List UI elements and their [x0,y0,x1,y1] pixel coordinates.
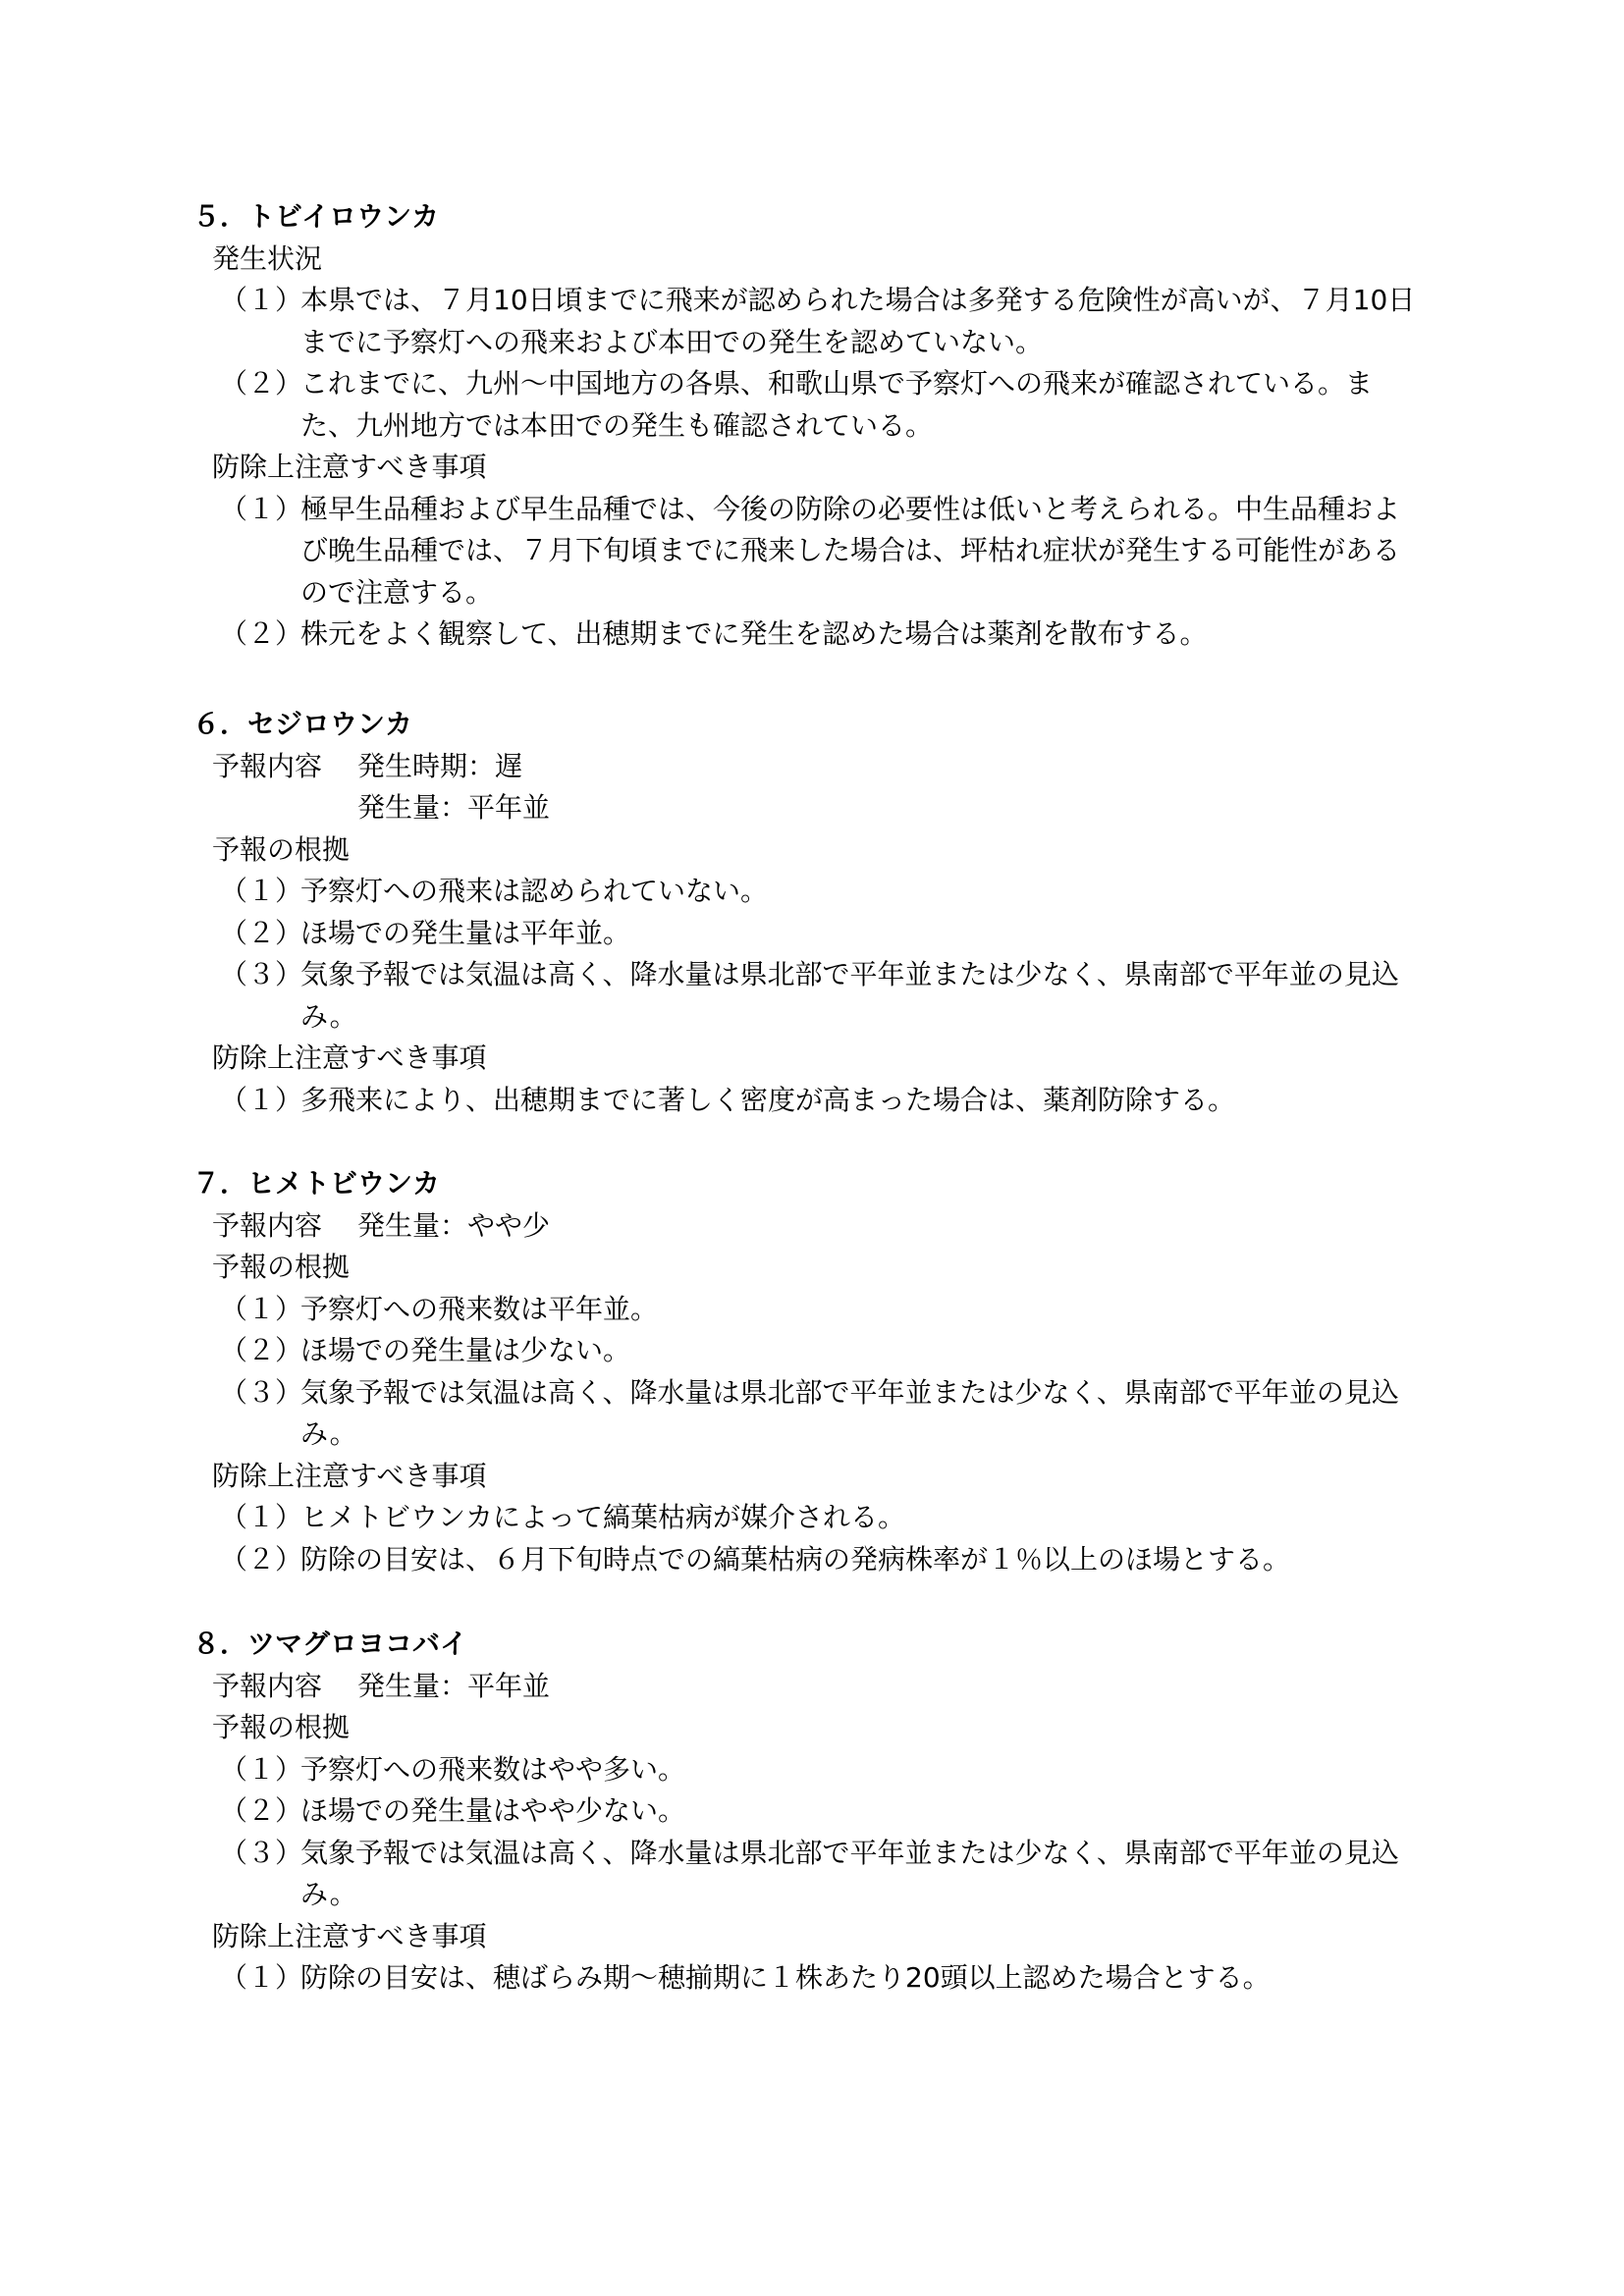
forecast-label: 予報内容 [212,749,323,782]
forecast-value: 発生量：やや少 [357,1208,551,1242]
section-title: ７．ヒメトビウンカ [192,1167,441,1200]
list-item-text: 防除の目安は、穂ばらみ期～穂揃期に１株あたり20頭以上認めた場合とする。 [300,1961,1271,1994]
section-5 [192,196,1489,656]
list-item-text: ほ場での発生量は平年並。 [300,916,631,949]
list-item-text: ので注意する。 [300,575,494,609]
list-item-number: （２） [220,916,303,949]
list-item-number: （２） [220,617,303,650]
list-item [192,1539,1489,1581]
list-item-text: これまでに、九州～中国地方の各県、和歌山県で予察灯への飛来が確認されている。ま [300,367,1374,400]
section-title: ８．ツマグロヨコバイ [192,1628,468,1660]
list-item-text: び晩生品種では、７月下旬頃までに飛来した場合は、坪枯れ症状が発生する可能性がある [300,534,1401,566]
list-item [192,1749,1489,1791]
list-item-text: 本県では、７月10日頃までに飛来が認められた場合は多発する危険性が高いが、７月10日 [300,284,1416,316]
list-item [192,1957,1489,2000]
section-8 [192,1624,1489,2000]
list-item [192,954,1489,996]
block-heading: 防除上注意すべき事項 [212,1041,487,1074]
forecast-row [192,746,1489,788]
list-item-number: （３） [220,1375,303,1409]
list-item [192,1330,1489,1372]
list-item-number: （２） [220,1542,303,1575]
list-item [192,996,1489,1039]
forecast-row [192,1205,1489,1248]
list-item [192,614,1489,656]
list-item-number: （３） [220,1836,303,1869]
section-7 [192,1163,1489,1580]
list-item [192,363,1489,405]
list-item-text: 予察灯への飛来は認められていない。 [300,875,769,907]
list-item-text: ほ場での発生量はやや少ない。 [300,1794,686,1827]
block-heading: 防除上注意すべき事項 [212,1459,487,1492]
list-item-text: ほ場での発生量は少ない。 [300,1334,631,1366]
block-heading: 防除上注意すべき事項 [212,1919,487,1952]
list-item [192,1080,1489,1122]
forecast-row [192,1666,1489,1708]
block-heading: 予報の根拠 [212,1711,351,1743]
list-item-number: （１） [220,1501,303,1533]
list-item [192,1289,1489,1331]
list-item [192,913,1489,955]
forecast-value: 発生量：平年並 [357,791,551,824]
list-item-number: （２） [220,1794,303,1827]
list-item [192,322,1489,364]
list-item [192,489,1489,531]
list-item-number: （１） [220,492,303,525]
list-item-text: 株元をよく観察して、出穂期までに発生を認めた場合は薬剤を散布する。 [300,617,1208,650]
list-item [192,1790,1489,1833]
list-item-text: 気象予報では気温は高く、降水量は県北部で平年並または少なく、県南部で平年並の見込 [300,958,1399,990]
list-item-text: 気象予報では気温は高く、降水量は県北部で平年並または少なく、県南部で平年並の見込 [300,1375,1399,1409]
list-item [192,1372,1489,1415]
list-item [192,530,1489,572]
list-item-text: み。 [300,1417,357,1450]
block-heading: 予報の根拠 [212,1251,351,1283]
list-item [192,1414,1489,1456]
list-item-text: 予察灯への飛来数はやや多い。 [300,1752,686,1786]
section-title: ５．トビイロウンカ [192,200,440,233]
forecast-label: 予報内容 [212,1208,323,1242]
list-item-number: （１） [220,284,303,316]
list-item [192,572,1489,614]
list-item [192,1833,1489,1875]
block-heading: 発生状況 [212,241,323,275]
list-item [192,871,1489,913]
list-item-number: （１） [220,1961,303,1994]
list-item-number: （２） [220,367,303,400]
section-6 [192,704,1489,1121]
list-item [192,1874,1489,1916]
list-item [192,405,1489,448]
forecast-label: 予報内容 [212,1669,323,1702]
list-item-number: （１） [220,1292,303,1325]
list-item-text: み。 [300,1878,357,1910]
section-title: ６．セジロウンカ [192,708,413,740]
forecast-row [192,787,1489,829]
list-item-text: までに予察灯への飛来および本田での発生を認めていない。 [300,325,1044,358]
forecast-value: 発生時期：遅 [357,749,523,782]
block-heading: 予報の根拠 [212,832,351,866]
list-item [192,280,1489,322]
list-item-text: た、九州地方では本田での発生も確認されている。 [300,408,934,442]
list-item-text: 防除の目安は、６月下旬時点での縞葉枯病の発病株率が１％以上のほ場とする。 [300,1542,1291,1575]
list-item-number: （１） [220,1752,303,1786]
list-item-number: （１） [220,875,303,907]
list-item-text: 多飛来により、出穂期までに著しく密度が高まった場合は、薬剤防除する。 [300,1083,1236,1116]
list-item-text: ヒメトビウンカによって縞葉枯病が媒介される。 [300,1501,906,1533]
block-heading: 防除上注意すべき事項 [212,451,487,483]
list-item [192,1497,1489,1539]
list-item-number: （２） [220,1334,303,1366]
list-item-text: 極早生品種および早生品種では、今後の防除の必要性は低いと考えられる。中生品種およ [300,492,1401,525]
forecast-value: 発生量：平年並 [357,1669,551,1702]
list-item-number: （１） [220,1083,303,1116]
list-item-text: み。 [300,999,357,1033]
list-item-text: 予察灯への飛来数は平年並。 [300,1292,659,1325]
list-item-number: （３） [220,958,303,990]
list-item-text: 気象予報では気温は高く、降水量は県北部で平年並または少なく、県南部で平年並の見込 [300,1836,1399,1869]
